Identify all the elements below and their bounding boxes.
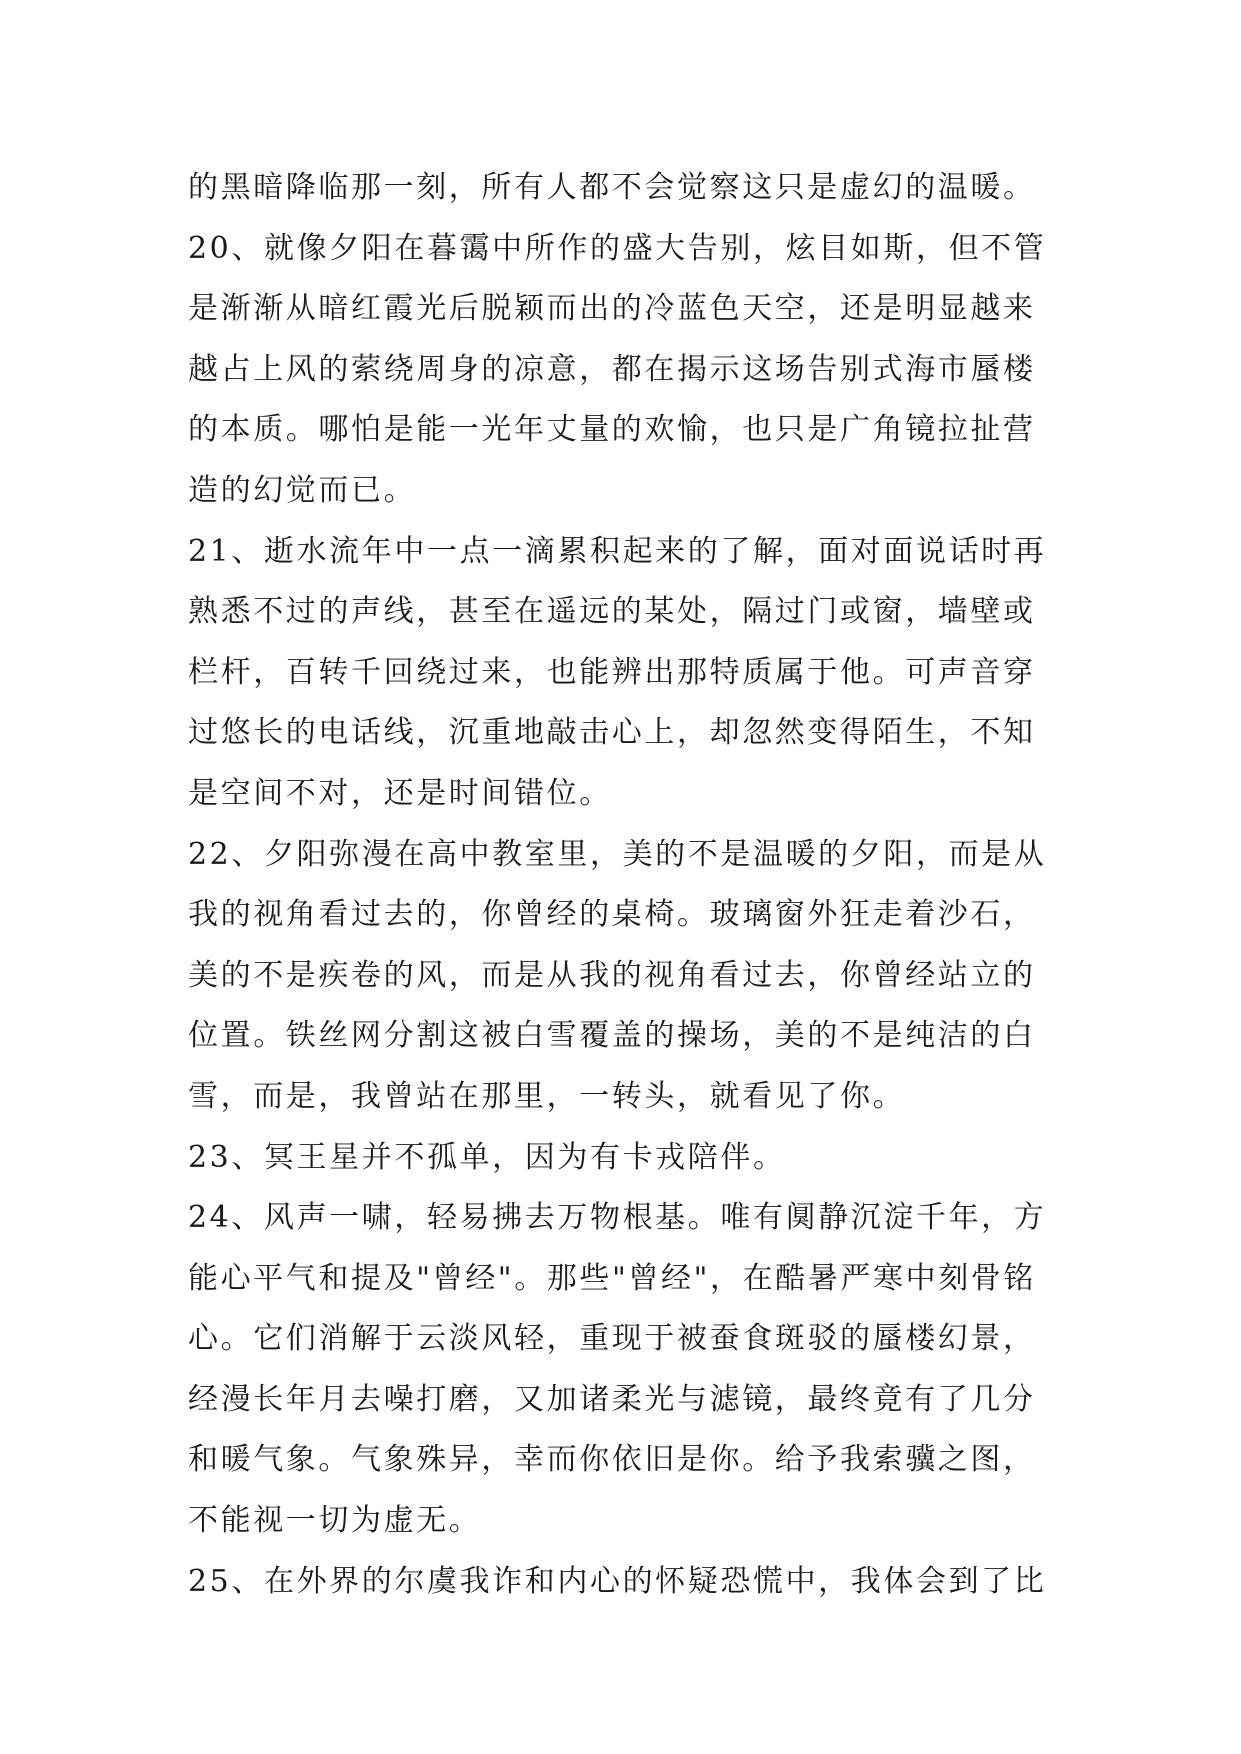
text-line: 美的不是疾卷的风，而是从我的视角看过去，你曾经站立的 <box>188 957 1036 993</box>
text-line: 雪，而是，我曾站在那里，一转头，就看见了你。 <box>188 1078 906 1114</box>
text-line: 越占上风的萦绕周身的凉意，都在揭示这场告别式海市蜃楼 <box>188 351 1036 387</box>
document-body <box>188 158 1068 1612</box>
text-line: 造的幻觉而已。 <box>188 472 417 508</box>
text-line: 22、夕阳弥漫在高中教室里，美的不是温暖的夕阳，而是从 <box>188 836 1047 872</box>
text-line: 24、风声一啸，轻易拂去万物根基。唯有阒静沉淀千年，方 <box>188 1200 1047 1236</box>
text-line: 是渐渐从暗红霞光后脱颖而出的冷蓝色天空，还是明显越来 <box>188 291 1036 327</box>
text-line: 不能视一切为虚无。 <box>188 1503 482 1539</box>
text-line: 的本质。哪怕是能一光年丈量的欢愉，也只是广角镜拉扯营 <box>188 412 1036 448</box>
text-line: 位置。铁丝网分割这被白雪覆盖的操场，美的不是纯洁的白 <box>188 1018 1036 1054</box>
text-line: 心。它们消解于云淡风轻，重现于被蚕食斑驳的蜃楼幻景， <box>188 1321 1036 1357</box>
text-line: 20、就像夕阳在暮霭中所作的盛大告别，炫目如斯，但不管 <box>188 230 1047 266</box>
text-line: 和暖气象。气象殊异，幸而你依旧是你。给予我索骥之图， <box>188 1442 1036 1478</box>
text-line: 是空间不对，还是时间错位。 <box>188 775 612 811</box>
text-line: 的黑暗降临那一刻，所有人都不会觉察这只是虚幻的温暖。 <box>188 170 1036 205</box>
text-line: 23、冥王星并不孤单，因为有卡戎陪伴。 <box>188 1139 786 1175</box>
text-line: 21、逝水流年中一点一滴累积起来的了解，面对面说话时再 <box>188 533 1047 569</box>
text-line: 熟悉不过的声线，甚至在遥远的某处，隔过门或窗，墙壁或 <box>188 594 1036 630</box>
text-line: 栏杆，百转千回绕过来，也能辨出那特质属于他。可声音穿 <box>188 654 1036 690</box>
text-line: 过悠长的电话线，沉重地敲击心上，却忽然变得陌生，不知 <box>188 715 1036 751</box>
text-line: 25、在外界的尔虞我诈和内心的怀疑恐慌中，我体会到了比 <box>188 1563 1047 1599</box>
text-line: 我的视角看过去的，你曾经的桌椅。玻璃窗外狂走着沙石， <box>188 897 1036 933</box>
text-line: 能心平气和提及"曾经"。那些"曾经"，在酷暑严寒中刻骨铭 <box>188 1260 1036 1296</box>
text-line: 经漫长年月去噪打磨，又加诸柔光与滤镜，最终竟有了几分 <box>188 1381 1036 1417</box>
